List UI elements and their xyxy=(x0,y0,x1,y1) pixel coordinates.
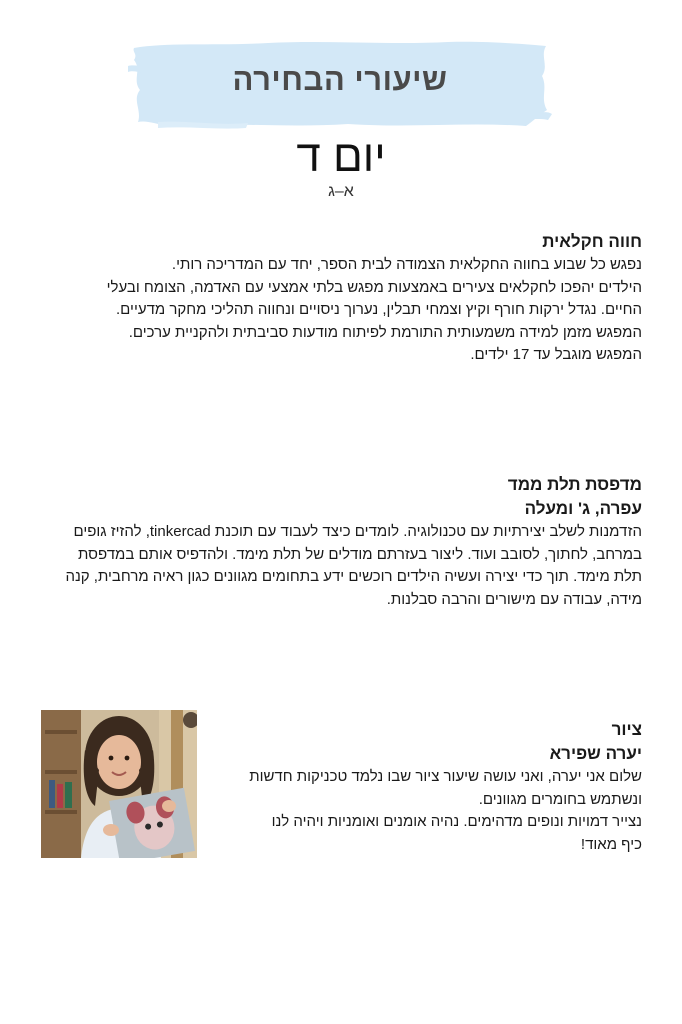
section-subtitle: עפרה, ג' ומעלה xyxy=(524,499,642,518)
paragraph-line: המפגש מוגבל עד 17 ילדים. xyxy=(470,346,642,363)
section-drawing xyxy=(222,718,642,856)
paragraph-line: נפגש כל שבוע בחווה החקלאית הצמודה לבית הספר, יחד עם המדריכה רותי. xyxy=(171,256,642,273)
paragraph-line: כיף מאוד! xyxy=(580,835,642,853)
section-title: חווה חקלאית xyxy=(542,232,642,251)
paragraph-line: במרחב, לחתוך, לסובב ועוד. ליצור בעזרתם מודלים של תלת מימד. ולהדפיס אותם במדפסת xyxy=(77,545,642,563)
banner-title: שיעורי הבחירה xyxy=(232,62,448,97)
paragraph-line: ונשתמש בחומרים מגוונים. xyxy=(478,790,642,808)
section-subtitle: יערה שפירא xyxy=(549,744,642,763)
teacher-photo xyxy=(41,710,197,858)
paragraph-line: הילדים יהפכו לחקלאים צעירים באמצעות מפגש בלתי אמצעי עם האדמה, הצומח ובעלי xyxy=(106,278,642,296)
day-heading: יום ד xyxy=(296,132,386,181)
grades-label: א–ג xyxy=(328,183,354,200)
section-farm xyxy=(42,230,642,367)
section-title: מדפסת תלת ממד xyxy=(507,475,642,494)
paragraph-line: המפגש מזמן למידה משמעותית התורמת לפיתוח מודעות סביבתית ולהקניית ערכים. xyxy=(128,323,642,341)
paragraph-line: תלת מימד. תוך כדי יצירה ועשיה הילדים רוכשים ידע בתחומים מגוונים כגון ראיה מרחבית, קנה xyxy=(65,568,642,585)
section-3d-printer xyxy=(22,473,642,611)
paragraph-line: הזדמנות לשלב יצירתיות עם טכנולוגיה. לומדים כיצד לעבוד עם תוכנת tinkercad, להזיז גופים xyxy=(73,523,642,540)
header-banner xyxy=(128,36,552,130)
paragraph-line: שלום אני יערה, ואני עושה שיעור ציור שבו נלמד טכניקות חדשות xyxy=(249,768,642,785)
paragraph-line: מידה, עבודה עם מישורים והרבה סבלנות. xyxy=(386,590,642,608)
paragraph-line: החיים. נגדל ירקות חורף וקיץ וצמחי תבלין, נערוך ניסויים ונחווה תהליכי מחקר מדעיים. xyxy=(116,301,642,318)
section-title: ציור xyxy=(611,720,642,739)
paragraph-line: נצייר דמויות ונופים מדהימים. נהיה אומנים ואומניות ויהיה לנו xyxy=(271,813,642,830)
